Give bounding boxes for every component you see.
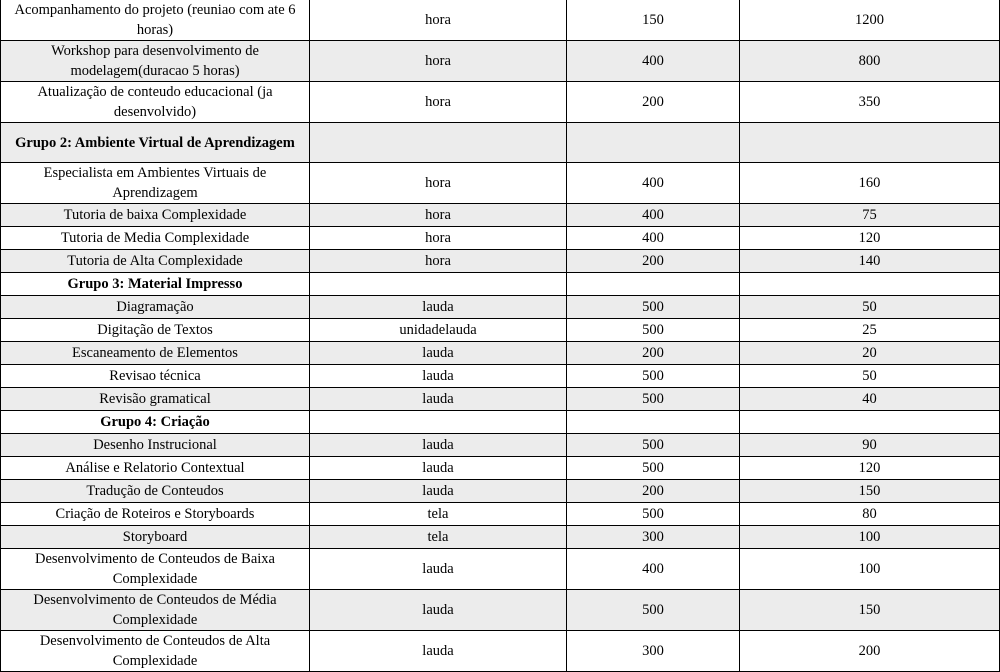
table-row xyxy=(1,631,1000,672)
unit-cell: lauda xyxy=(310,296,567,319)
value-cell: 100 xyxy=(740,549,1000,590)
quantity-cell: 400 xyxy=(567,549,740,590)
unit-cell: hora xyxy=(310,0,567,41)
quantity-cell: 500 xyxy=(567,503,740,526)
table-row xyxy=(1,526,1000,549)
quantity-cell: 300 xyxy=(567,631,740,672)
table-row xyxy=(1,163,1000,204)
table-row xyxy=(1,434,1000,457)
unit-cell: hora xyxy=(310,163,567,204)
table-row xyxy=(1,250,1000,273)
item-name-cell: Diagramação xyxy=(1,296,310,319)
quantity-cell: 500 xyxy=(567,434,740,457)
group-header-row xyxy=(1,411,1000,434)
unit-cell: tela xyxy=(310,503,567,526)
unit-cell: lauda xyxy=(310,590,567,631)
table-row xyxy=(1,204,1000,227)
price-table-body xyxy=(1,0,1000,672)
quantity-cell: 500 xyxy=(567,365,740,388)
quantity-cell xyxy=(567,123,740,163)
value-cell: 75 xyxy=(740,204,1000,227)
value-cell: 40 xyxy=(740,388,1000,411)
table-row xyxy=(1,590,1000,631)
value-cell: 200 xyxy=(740,631,1000,672)
table-row xyxy=(1,319,1000,342)
quantity-cell: 200 xyxy=(567,82,740,123)
item-name-cell: Desenvolvimento de Conteudos de Média Complexidade xyxy=(1,590,310,631)
quantity-cell: 500 xyxy=(567,457,740,480)
value-cell: 160 xyxy=(740,163,1000,204)
value-cell: 25 xyxy=(740,319,1000,342)
quantity-cell: 400 xyxy=(567,41,740,82)
value-cell: 150 xyxy=(740,480,1000,503)
quantity-cell: 400 xyxy=(567,163,740,204)
table-row xyxy=(1,457,1000,480)
unit-cell: lauda xyxy=(310,457,567,480)
value-cell: 50 xyxy=(740,365,1000,388)
item-name-cell: Workshop para desenvolvimento de modelagem(duracao 5 horas) xyxy=(1,41,310,82)
table-row xyxy=(1,503,1000,526)
value-cell xyxy=(740,123,1000,163)
unit-cell xyxy=(310,273,567,296)
item-name-cell: Criação de Roteiros e Storyboards xyxy=(1,503,310,526)
item-name-cell: Revisao técnica xyxy=(1,365,310,388)
table-row xyxy=(1,0,1000,41)
value-cell: 140 xyxy=(740,250,1000,273)
item-name-cell: Análise e Relatorio Contextual xyxy=(1,457,310,480)
item-name-cell: Storyboard xyxy=(1,526,310,549)
item-name-cell: Desenvolvimento de Conteudos de Alta Complexidade xyxy=(1,631,310,672)
value-cell: 150 xyxy=(740,590,1000,631)
value-cell: 20 xyxy=(740,342,1000,365)
unit-cell: lauda xyxy=(310,388,567,411)
item-name-cell: Digitação de Textos xyxy=(1,319,310,342)
value-cell: 90 xyxy=(740,434,1000,457)
table-row xyxy=(1,342,1000,365)
table-row xyxy=(1,82,1000,123)
quantity-cell: 500 xyxy=(567,388,740,411)
unit-cell: unidadelauda xyxy=(310,319,567,342)
quantity-cell: 400 xyxy=(567,227,740,250)
value-cell: 120 xyxy=(740,227,1000,250)
table-row xyxy=(1,227,1000,250)
unit-cell: lauda xyxy=(310,480,567,503)
unit-cell: tela xyxy=(310,526,567,549)
value-cell: 100 xyxy=(740,526,1000,549)
quantity-cell: 200 xyxy=(567,480,740,503)
unit-cell: hora xyxy=(310,250,567,273)
group-header-row xyxy=(1,273,1000,296)
unit-cell: hora xyxy=(310,204,567,227)
unit-cell xyxy=(310,123,567,163)
quantity-cell: 150 xyxy=(567,0,740,41)
quantity-cell: 200 xyxy=(567,250,740,273)
value-cell: 1200 xyxy=(740,0,1000,41)
item-name-cell: Tradução de Conteudos xyxy=(1,480,310,503)
item-name-cell: Tutoria de Media Complexidade xyxy=(1,227,310,250)
quantity-cell: 500 xyxy=(567,319,740,342)
value-cell xyxy=(740,411,1000,434)
quantity-cell: 400 xyxy=(567,204,740,227)
item-name-cell: Tutoria de baixa Complexidade xyxy=(1,204,310,227)
quantity-cell xyxy=(567,273,740,296)
quantity-cell xyxy=(567,411,740,434)
item-name-cell: Escaneamento de Elementos xyxy=(1,342,310,365)
item-name-cell: Desenho Instrucional xyxy=(1,434,310,457)
table-row xyxy=(1,549,1000,590)
table-row xyxy=(1,388,1000,411)
quantity-cell: 200 xyxy=(567,342,740,365)
unit-cell xyxy=(310,411,567,434)
table-row xyxy=(1,296,1000,319)
item-name-cell: Tutoria de Alta Complexidade xyxy=(1,250,310,273)
group-header-row xyxy=(1,123,1000,163)
item-name-cell: Grupo 4: Criação xyxy=(1,411,310,434)
item-name-cell: Acompanhamento do projeto (reuniao com ate 6 horas) xyxy=(1,0,310,41)
unit-cell: lauda xyxy=(310,365,567,388)
value-cell: 50 xyxy=(740,296,1000,319)
item-name-cell: Atualização de conteudo educacional (ja desenvolvido) xyxy=(1,82,310,123)
value-cell: 80 xyxy=(740,503,1000,526)
quantity-cell: 500 xyxy=(567,590,740,631)
unit-cell: hora xyxy=(310,227,567,250)
quantity-cell: 300 xyxy=(567,526,740,549)
value-cell: 350 xyxy=(740,82,1000,123)
item-name-cell: Grupo 3: Material Impresso xyxy=(1,273,310,296)
value-cell: 800 xyxy=(740,41,1000,82)
table-row xyxy=(1,365,1000,388)
unit-cell: lauda xyxy=(310,434,567,457)
table-row xyxy=(1,41,1000,82)
item-name-cell: Especialista em Ambientes Virtuais de Aprendizagem xyxy=(1,163,310,204)
value-cell: 120 xyxy=(740,457,1000,480)
unit-cell: lauda xyxy=(310,631,567,672)
unit-cell: lauda xyxy=(310,342,567,365)
table-row xyxy=(1,480,1000,503)
item-name-cell: Grupo 2: Ambiente Virtual de Aprendizagem xyxy=(1,123,310,163)
unit-cell: lauda xyxy=(310,549,567,590)
quantity-cell: 500 xyxy=(567,296,740,319)
unit-cell: hora xyxy=(310,41,567,82)
unit-cell: hora xyxy=(310,82,567,123)
item-name-cell: Desenvolvimento de Conteudos de Baixa Complexidade xyxy=(1,549,310,590)
item-name-cell: Revisão gramatical xyxy=(1,388,310,411)
value-cell xyxy=(740,273,1000,296)
